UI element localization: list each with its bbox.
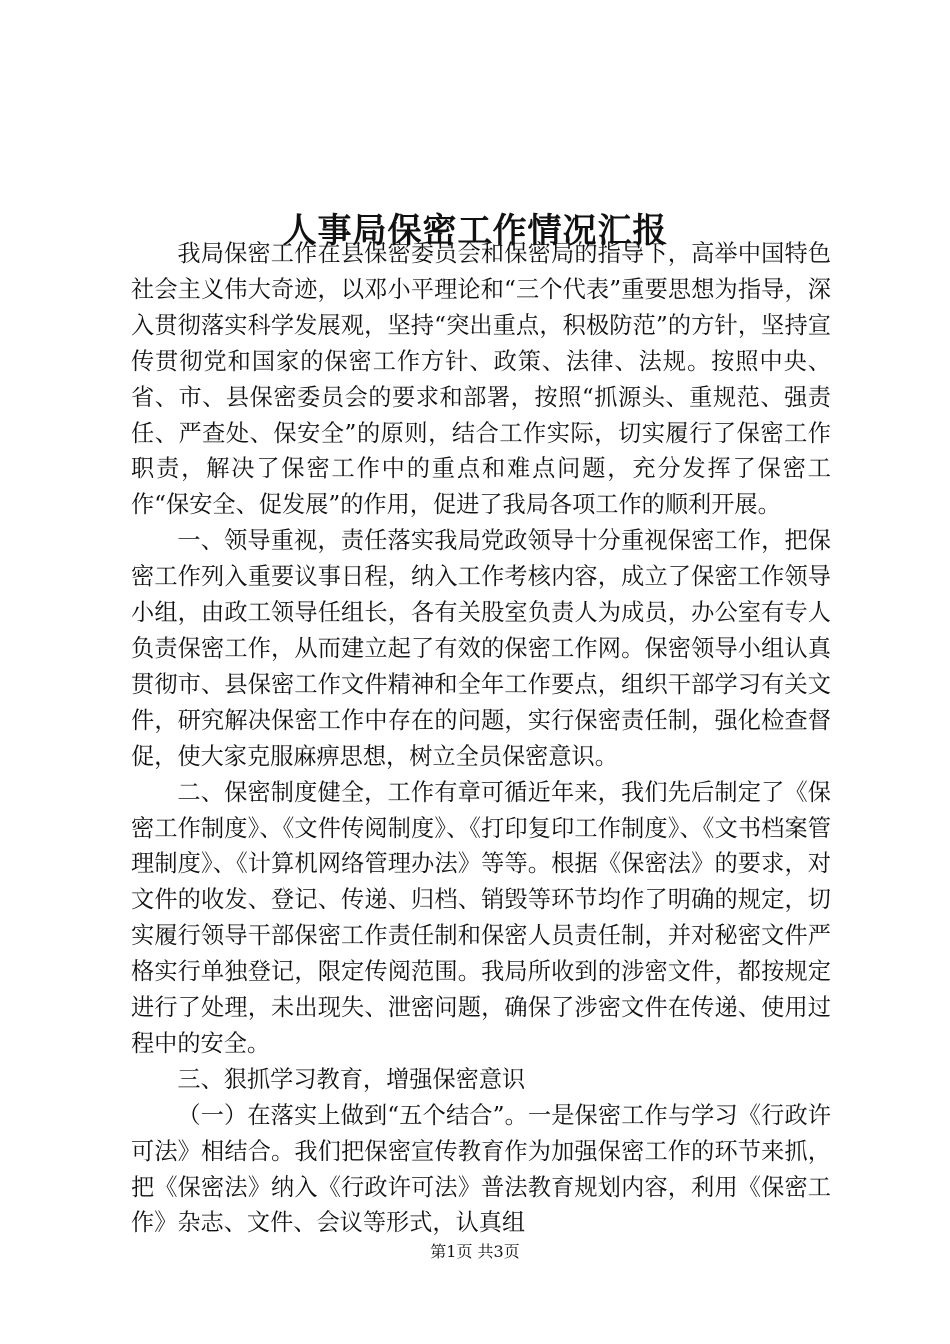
document-title: 人事局保密工作情况汇报: [282, 210, 668, 251]
paragraph-subsection-1: （一）在落实上做到“五个结合”。一是保密工作与学习《行政许可法》相结合。我们把保密宣传教育作为加强保密工作的环节来抓，把《保密法》纳入《行政许可法》普法教育规划内容，利用《保密工作》杂志、文件、会议等形式，认真组: [131, 1101, 831, 1237]
paragraph-section-2: 二、保密制度健全，工作有章可循近年来，我们先后制定了《保密工作制度》、《文件传阅制度》、《打印复印工作制度》、《文书档案管理制度》、《计算机网络管理办法》等等。根据《保密法》的要求，对文件的收发、登记、传递、归档、销毁等环节均作了明确的规定，切实履行领导干部保密工作责任制和保密人员责任制，并对秘密文件严格实行单独登记，限定传阅范围。我局所收到的涉密文件，都按规定进行了处理，未出现失、泄密问题，确保了涉密文件在传递、使用过程中的安全。: [131, 778, 831, 1057]
paragraph-section-1: 一、领导重视，责任落实我局党政领导十分重视保密工作，把保密工作列入重要议事日程，纳入工作考核内容，成立了保密工作领导小组，由政工领导任组长，各有关股室负责人为成员，办公室有专人负责保密工作，从而建立起了有效的保密工作网。保密领导小组认真贯彻市、县保密工作文件精神和全年工作要点，组织干部学习有关文件，研究解决保密工作中存在的问题，实行保密责任制，强化检查督促，使大家克服麻痹思想，树立全员保密意识。: [131, 527, 831, 770]
document-body: [131, 236, 831, 1241]
section-heading-3: 三、狠抓学习教育，增强保密意识: [177, 1065, 526, 1093]
paragraph-intro: 我局保密工作在县保密委员会和保密局的指导下，高举中国特色社会主义伟大奇迹，以邓小平理论和“三个代表”重要思想为指导，深入贯彻落实科学发展观，坚持“突出重点，积极防范”的方针，坚持宣传贯彻党和国家的保密工作方针、政策、法律、法规。按照中央、省、市、县保密委员会的要求和部署，按照“抓源头、重规范、强责任、严查处、保安全”的原则，结合工作实际，切实履行了保密工作职责，解决了保密工作中的重点和难点问题，充分发挥了保密工作“保安全、促发展”的作用，促进了我局各项工作的顺利开展。: [131, 240, 831, 519]
page-number: 第1页 共3页: [430, 1242, 520, 1261]
